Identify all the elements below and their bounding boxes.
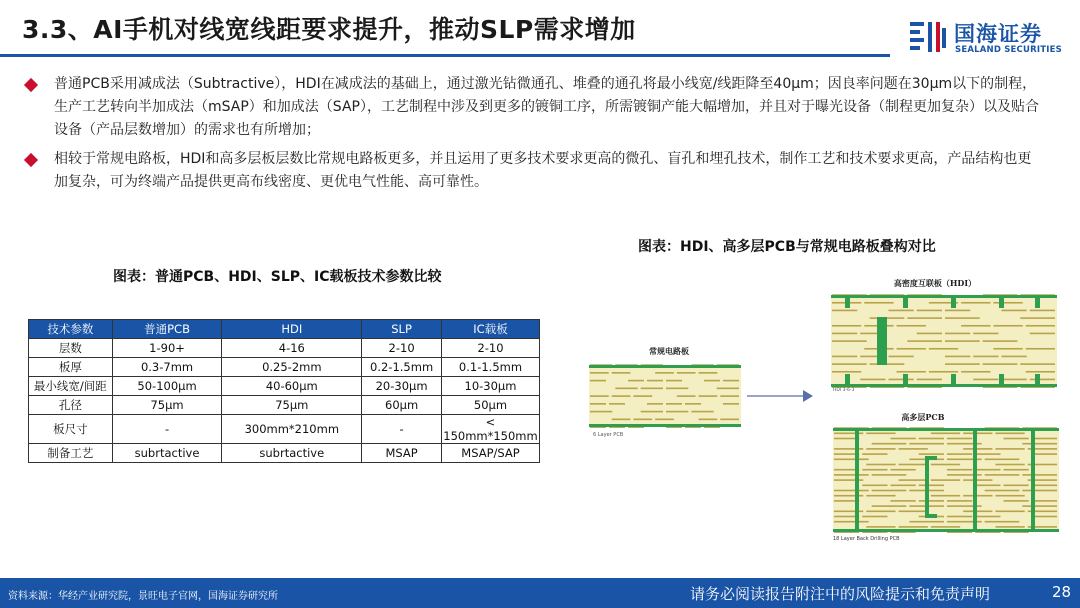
copper-trace [1026, 371, 1055, 373]
copper-trace [720, 419, 739, 421]
table-cell: 0.1-1.5mm [441, 358, 539, 377]
copper-trace [862, 469, 887, 471]
copper-trace [723, 403, 739, 405]
copper-trace [685, 403, 701, 405]
bullet-list [22, 73, 1042, 200]
table-cell: - [362, 415, 442, 444]
table-cell: 40-60μm [222, 377, 362, 396]
copper-trace [975, 453, 1000, 455]
pcb-stackup-diagram [585, 270, 1065, 545]
copper-trace [961, 371, 990, 373]
logo-english-name: SEALAND SECURITIES [955, 45, 1062, 55]
copper-trace [872, 490, 907, 492]
copper-trace [832, 340, 867, 342]
source-note: 资料来源：华经产业研究院，景旺电子官网，国海证券研究所 [8, 591, 278, 602]
copper-trace [1032, 453, 1057, 455]
table-row [29, 444, 540, 463]
copper-trace [666, 411, 688, 413]
copper-trace [889, 310, 914, 312]
via [833, 529, 1059, 532]
copper-trace [899, 479, 928, 481]
via [1035, 298, 1040, 308]
copper-trace [628, 380, 644, 382]
copper-trace [832, 325, 861, 327]
copper-trace [677, 395, 696, 397]
copper-trace [866, 464, 895, 466]
copper-trace [907, 340, 942, 342]
copper-trace [1020, 317, 1055, 319]
copper-trace [860, 379, 885, 381]
copper-trace [1032, 516, 1057, 518]
copper-trace [590, 395, 609, 397]
table-cell: < 150mm*150mm [443, 415, 538, 443]
copper-trace [929, 348, 958, 350]
copper-trace [995, 433, 1024, 435]
copper-trace [983, 340, 1018, 342]
copper-trace [917, 310, 942, 312]
via [999, 374, 1004, 384]
copper-trace [899, 464, 928, 466]
copper-trace [862, 453, 887, 455]
copper-trace [872, 443, 907, 445]
copper-trace [897, 348, 926, 350]
copper-trace [985, 459, 1020, 461]
copper-trace [891, 469, 916, 471]
table-row [29, 415, 540, 444]
copper-trace [1020, 363, 1055, 365]
copper-trace [919, 453, 944, 455]
copper-trace [947, 500, 972, 502]
copper-trace [945, 363, 980, 365]
page-number: 28 [1052, 583, 1072, 601]
via [831, 384, 1057, 387]
table-row [29, 339, 540, 358]
copper-trace [931, 433, 960, 435]
multilayer-board [833, 427, 1059, 533]
copper-trace [947, 453, 972, 455]
copper-trace [945, 317, 980, 319]
copper-trace [832, 356, 857, 358]
diamond-bullet-icon [24, 78, 38, 92]
hdi-label: 高密度互联板（HDI） [893, 278, 977, 288]
parameter-table [28, 319, 540, 463]
copper-trace [633, 419, 652, 421]
bullet-item [22, 73, 1042, 142]
copper-trace [677, 372, 696, 374]
copper-trace [889, 379, 914, 381]
copper-trace [931, 479, 960, 481]
copper-trace [1004, 485, 1029, 487]
bullet-item [22, 148, 1042, 194]
via [845, 374, 850, 384]
copper-trace [615, 388, 637, 390]
copper-trace [866, 495, 895, 497]
table-cell: 50-100μm [112, 377, 222, 396]
copper-trace [1002, 310, 1027, 312]
copper-trace [897, 325, 926, 327]
hdi-caption: HDI 3-6-3 [833, 388, 855, 393]
copper-trace [947, 516, 972, 518]
via [831, 295, 1057, 298]
via [855, 431, 859, 529]
via [903, 374, 908, 384]
table-cell: MSAP [362, 444, 442, 463]
copper-trace [963, 448, 992, 450]
copper-trace [985, 490, 1020, 492]
copper-trace [985, 521, 1020, 523]
copper-trace [590, 403, 606, 405]
copper-trace [917, 379, 942, 381]
table-cell: 75μm [222, 396, 362, 415]
copper-trace [931, 526, 960, 528]
copper-trace [666, 403, 682, 405]
copper-trace [1022, 490, 1057, 492]
copper-trace [961, 302, 990, 304]
copper-trace [872, 505, 907, 507]
via [925, 456, 929, 518]
copper-trace [590, 380, 606, 382]
table-row [29, 358, 540, 377]
copper-trace [862, 516, 887, 518]
copper-trace [1026, 348, 1055, 350]
table-cell: 制备工艺 [29, 444, 113, 463]
copper-trace [1004, 500, 1029, 502]
copper-trace [963, 479, 992, 481]
copper-trace [983, 363, 1018, 365]
copper-trace [612, 395, 631, 397]
copper-trace [1004, 438, 1029, 440]
copper-trace [993, 348, 1022, 350]
copper-trace [862, 485, 887, 487]
via [929, 514, 937, 518]
via [833, 428, 1059, 431]
copper-trace [609, 403, 625, 405]
copper-trace [973, 379, 998, 381]
copper-trace [720, 395, 739, 397]
copper-trace [1004, 469, 1029, 471]
copper-trace [866, 448, 895, 450]
via [589, 424, 741, 427]
via [845, 298, 850, 308]
diagram-caption: 图表：HDI、高多层PCB与常规电路板叠构对比 [638, 239, 936, 255]
copper-trace [975, 469, 1000, 471]
copper-trace [945, 356, 970, 358]
table-cell: 0.2-1.5mm [362, 358, 442, 377]
via [951, 374, 956, 384]
logo-chinese-name: 国海证券 [954, 22, 1042, 46]
copper-trace [975, 516, 1000, 518]
table-cell: 50μm [441, 396, 539, 415]
page-title: 3.3、AI手机对线宽线距要求提升，推动SLP需求增加 [22, 15, 636, 44]
table-cell: subrtactive [112, 444, 222, 463]
copper-trace [834, 474, 869, 476]
table-cell: 最小线宽/间距 [29, 377, 113, 396]
copper-trace [647, 380, 663, 382]
table-row [29, 396, 540, 415]
copper-trace [666, 380, 682, 382]
copper-trace [866, 526, 895, 528]
copper-trace [666, 388, 688, 390]
copper-trace [995, 448, 1024, 450]
table-cell: 10-30μm [441, 377, 539, 396]
copper-trace [612, 372, 631, 374]
copper-trace [891, 485, 916, 487]
company-logo [908, 16, 1068, 60]
copper-trace [699, 372, 718, 374]
copper-trace [945, 310, 970, 312]
copper-trace [945, 340, 980, 342]
table-header-cell: SLP [362, 320, 442, 339]
via [903, 298, 908, 308]
regular-caption: 6 Layer PCB [593, 432, 624, 438]
multilayer-caption: 18 Layer Back Drilling PCB [833, 536, 900, 542]
footer-bar [0, 578, 1080, 608]
table-cell: subrtactive [222, 444, 362, 463]
copper-trace [699, 419, 718, 421]
table-cell: 1-90+ [112, 339, 222, 358]
copper-trace [995, 464, 1024, 466]
copper-trace [832, 333, 857, 335]
via [929, 456, 937, 460]
via [589, 365, 741, 368]
table-header-cell: 技术参数 [29, 320, 113, 339]
copper-trace [947, 469, 972, 471]
copper-trace [1032, 485, 1057, 487]
table-header-cell: 普通PCB [112, 320, 222, 339]
table-cell: 0.3-7mm [112, 358, 222, 377]
via [999, 298, 1004, 308]
table-cell: 2-10 [362, 339, 442, 358]
copper-trace [973, 356, 998, 358]
copper-trace [1022, 474, 1057, 476]
bullet-text: 普通PCB采用减成法（Subtractive），HDI在减成法的基础上，通过激光钻微通孔、堆叠的通孔将最小线宽/线距降至40μm；因良率问题在30μm以下的制程，生产工艺转向半加成法（mSAP）和加成法（SAP），工艺制程中涉及到更多的镀铜工序，所需镀铜产能大幅增加，并且对于曝光设备（制程更加复杂）以及贴合设备（产品层数增加）的需求也有所增加； [54, 76, 1039, 138]
copper-trace [641, 388, 663, 390]
copper-trace [891, 438, 916, 440]
copper-trace [995, 526, 1024, 528]
table-cell: 60μm [362, 396, 442, 415]
copper-trace [917, 333, 942, 335]
copper-trace [699, 395, 718, 397]
copper-trace [1032, 500, 1057, 502]
table-cell: 0.25-2mm [222, 358, 362, 377]
copper-trace [985, 474, 1020, 476]
copper-trace [864, 302, 893, 304]
copper-trace [995, 511, 1024, 513]
copper-trace [973, 333, 998, 335]
copper-trace [647, 403, 663, 405]
copper-trace [919, 485, 944, 487]
table-row [29, 377, 540, 396]
table-cell: - [112, 415, 222, 444]
copper-trace [963, 511, 992, 513]
right-arrow-icon [747, 390, 813, 402]
copper-trace [612, 419, 631, 421]
copper-trace [590, 372, 609, 374]
copper-trace [1022, 443, 1057, 445]
table-cell: 板厚 [29, 358, 113, 377]
copper-trace [909, 521, 944, 523]
copper-trace [832, 371, 861, 373]
copper-trace [975, 485, 1000, 487]
copper-trace [717, 388, 739, 390]
copper-trace [834, 459, 869, 461]
table-cell: 4-16 [222, 339, 362, 358]
table-cell: 300mm*210mm [222, 415, 362, 444]
copper-trace [891, 500, 916, 502]
table-header-cell: HDI [222, 320, 362, 339]
copper-trace [963, 495, 992, 497]
copper-trace [1002, 379, 1027, 381]
bullet-text: 相较于常规电路板，HDI和高多层板层数比常规电路板更多，并且运用了更多技术要求更高的微孔、盲孔和埋孔技术，制作工艺和技术要求更高，产品结构也更加复杂，可为终端产品提供更高布线密度、更优电气性能、高可靠性。 [54, 151, 1032, 190]
table-caption: 图表：普通PCB、HDI、SLP、IC载板技术参数比较 [113, 269, 442, 285]
copper-trace [834, 490, 869, 492]
copper-trace [899, 511, 928, 513]
copper-trace [1032, 438, 1057, 440]
sealand-logo-icon [908, 18, 948, 56]
copper-trace [641, 411, 663, 413]
regular-board [589, 364, 741, 428]
copper-trace [655, 419, 674, 421]
copper-trace [907, 317, 942, 319]
copper-trace [961, 325, 990, 327]
copper-trace [931, 495, 960, 497]
copper-trace [1030, 379, 1055, 381]
copper-trace [704, 380, 720, 382]
copper-trace [929, 371, 958, 373]
copper-trace [995, 495, 1024, 497]
copper-trace [899, 526, 928, 528]
copper-trace [889, 356, 914, 358]
via [1031, 431, 1035, 529]
table-cell: 层数 [29, 339, 113, 358]
copper-trace [919, 438, 944, 440]
table-cell: 20-30μm [362, 377, 442, 396]
copper-trace [899, 448, 928, 450]
copper-trace [909, 443, 944, 445]
copper-trace [590, 411, 612, 413]
via [877, 317, 887, 365]
copper-trace [834, 521, 869, 523]
disclaimer: 请务必阅读报告附注中的风险提示和免责声明 [690, 585, 991, 603]
regular-label: 常规电路板 [649, 346, 689, 356]
multilayer-label: 高多层PCB [901, 412, 945, 422]
copper-trace [993, 302, 1022, 304]
copper-trace [872, 474, 907, 476]
table-cell: 孔径 [29, 396, 113, 415]
title-rule [0, 54, 890, 57]
copper-trace [633, 395, 652, 397]
diamond-bullet-icon [24, 153, 38, 167]
copper-trace [993, 325, 1022, 327]
copper-trace [866, 511, 895, 513]
copper-trace [655, 372, 674, 374]
copper-trace [947, 438, 972, 440]
copper-trace [931, 464, 960, 466]
table-cell: 75μm [112, 396, 222, 415]
via [973, 431, 977, 529]
table-header-row [29, 320, 540, 339]
table-header-cell: IC载板 [441, 320, 539, 339]
copper-trace [832, 310, 857, 312]
table-cell: 板尺寸 [29, 415, 113, 444]
copper-trace [1030, 310, 1055, 312]
table-cell: 2-10 [441, 339, 539, 358]
copper-trace [919, 500, 944, 502]
copper-trace [866, 433, 895, 435]
copper-trace [723, 380, 739, 382]
copper-trace [832, 363, 867, 365]
copper-trace [945, 333, 970, 335]
copper-trace [1030, 333, 1055, 335]
table-cell: MSAP/SAP [441, 444, 539, 463]
copper-trace [963, 433, 992, 435]
copper-trace [1022, 505, 1057, 507]
copper-trace [1026, 325, 1055, 327]
via [951, 298, 956, 308]
copper-trace [897, 371, 926, 373]
via [1035, 374, 1040, 384]
hdi-board [831, 294, 1057, 388]
copper-trace [1002, 356, 1027, 358]
copper-trace [691, 411, 713, 413]
